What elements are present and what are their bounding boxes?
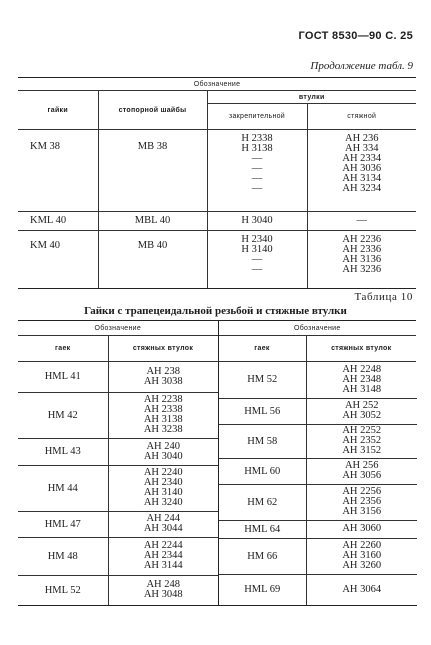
withdrawal-sleeve: AH 244 bbox=[146, 513, 181, 524]
table10-col-nut-right: гаек bbox=[218, 336, 306, 362]
withdrawal-sleeve-list bbox=[307, 212, 416, 231]
nut-designation: HML 64 bbox=[219, 520, 307, 538]
withdrawal-sleeve: AH 3052 bbox=[342, 410, 382, 421]
nut-designation: KML 40 bbox=[18, 212, 98, 231]
adapter-sleeve: — bbox=[251, 183, 263, 194]
washer-designation: MBL 40 bbox=[98, 212, 207, 231]
withdrawal-sleeve-list bbox=[307, 484, 417, 520]
withdrawal-sleeve: AH 3134 bbox=[342, 173, 382, 184]
withdrawal-sleeve: AH 3044 bbox=[143, 523, 183, 534]
adapter-sleeve: — bbox=[251, 163, 263, 174]
table10-title: Гайки с трапецеидальной резьбой и стяжные втулки bbox=[84, 305, 347, 317]
nut-designation: HM 58 bbox=[219, 424, 307, 458]
withdrawal-sleeve: AH 2356 bbox=[342, 496, 382, 507]
table-row bbox=[219, 538, 417, 574]
nut-designation: HML 43 bbox=[18, 438, 108, 465]
withdrawal-sleeve: AH 3152 bbox=[342, 445, 382, 456]
table10-right-half bbox=[219, 362, 417, 606]
table-row bbox=[18, 438, 218, 465]
table10-label: Таблица 10 bbox=[354, 291, 413, 303]
withdrawal-sleeve: AH 3234 bbox=[342, 183, 382, 194]
adapter-sleeve: — bbox=[251, 153, 263, 164]
withdrawal-sleeve: AH 248 bbox=[146, 579, 181, 590]
nut-designation: HM 42 bbox=[18, 392, 108, 438]
table-10 bbox=[18, 320, 416, 606]
withdrawal-sleeve-list bbox=[307, 458, 417, 484]
withdrawal-sleeve: AH 3064 bbox=[342, 583, 382, 595]
withdrawal-sleeve: AH 3138 bbox=[143, 414, 183, 425]
table10-left-group-header: Обозначение bbox=[18, 321, 218, 336]
adapter-sleeve: H 3140 bbox=[241, 244, 273, 255]
withdrawal-sleeve: AH 3148 bbox=[342, 383, 382, 395]
table10-right-group-header: Обозначение bbox=[218, 321, 416, 336]
table-row bbox=[219, 424, 417, 458]
withdrawal-sleeve: AH 2244 bbox=[143, 540, 183, 551]
nut-designation: HML 47 bbox=[18, 511, 108, 537]
nut-designation: HM 66 bbox=[219, 538, 307, 574]
withdrawal-sleeve: AH 2256 bbox=[342, 486, 382, 497]
withdrawal-sleeve: AH 2334 bbox=[342, 153, 382, 164]
withdrawal-sleeve: AH 3140 bbox=[143, 487, 183, 498]
withdrawal-sleeve-list bbox=[108, 438, 218, 465]
nut-designation: HML 60 bbox=[219, 458, 307, 484]
withdrawal-sleeve: AH 2336 bbox=[342, 244, 382, 255]
nut-designation: HML 69 bbox=[219, 574, 307, 605]
withdrawal-sleeve: AH 3040 bbox=[143, 450, 183, 462]
withdrawal-sleeve: AH 3144 bbox=[143, 560, 183, 571]
withdrawal-sleeve: AH 3156 bbox=[342, 506, 382, 517]
withdrawal-sleeve: AH 3238 bbox=[143, 424, 183, 435]
withdrawal-sleeve: AH 3036 bbox=[342, 163, 382, 174]
withdrawal-sleeve: AH 334 bbox=[344, 143, 379, 154]
table-row bbox=[219, 458, 417, 484]
withdrawal-sleeve-list bbox=[307, 424, 417, 458]
withdrawal-sleeve: AH 238 bbox=[146, 365, 181, 377]
adapter-sleeve-list bbox=[207, 212, 307, 231]
adapter-sleeve: H 2338 bbox=[241, 133, 273, 144]
withdrawal-sleeve-list bbox=[108, 575, 218, 605]
table-row bbox=[18, 511, 218, 537]
adapter-sleeve-list bbox=[207, 130, 307, 212]
withdrawal-sleeve: AH 3136 bbox=[342, 254, 382, 265]
table-row bbox=[18, 130, 416, 212]
withdrawal-sleeve: AH 240 bbox=[146, 440, 181, 452]
withdrawal-sleeve-list bbox=[307, 362, 417, 398]
withdrawal-sleeve: AH 2248 bbox=[342, 363, 382, 375]
withdrawal-sleeve-list bbox=[307, 130, 416, 212]
nut-designation: KM 38 bbox=[18, 130, 98, 212]
withdrawal-sleeve-list bbox=[108, 392, 218, 438]
adapter-sleeve: — bbox=[251, 264, 263, 275]
withdrawal-sleeve-list bbox=[108, 465, 218, 511]
table-9 bbox=[18, 77, 416, 289]
withdrawal-sleeve: AH 3056 bbox=[342, 470, 382, 481]
withdrawal-sleeve: AH 236 bbox=[344, 133, 379, 144]
table-row bbox=[219, 484, 417, 520]
withdrawal-sleeve-list bbox=[307, 520, 417, 538]
table9-col-withdrawal: стяжной bbox=[307, 104, 416, 130]
withdrawal-sleeve: AH 2352 bbox=[342, 435, 382, 446]
adapter-sleeve: H 2340 bbox=[241, 234, 273, 245]
withdrawal-sleeve: AH 2344 bbox=[143, 550, 183, 561]
withdrawal-sleeve: AH 2348 bbox=[342, 373, 382, 385]
table-row bbox=[18, 231, 416, 289]
table9-col-washer: стопорной шайбы bbox=[98, 91, 207, 130]
withdrawal-sleeve: AH 2338 bbox=[143, 404, 183, 415]
withdrawal-sleeve: AH 3038 bbox=[143, 375, 183, 387]
withdrawal-sleeve: AH 3060 bbox=[342, 523, 382, 534]
table-row bbox=[18, 537, 218, 575]
withdrawal-sleeve: AH 2252 bbox=[342, 425, 382, 436]
withdrawal-sleeve-list bbox=[307, 538, 417, 574]
nut-designation: HM 44 bbox=[18, 465, 108, 511]
withdrawal-sleeve: AH 2240 bbox=[143, 467, 183, 478]
nut-designation: HML 52 bbox=[18, 575, 108, 605]
adapter-sleeve: — bbox=[251, 173, 263, 184]
table-row bbox=[219, 574, 417, 605]
withdrawal-sleeve: AH 3260 bbox=[342, 560, 382, 571]
nut-designation: HM 48 bbox=[18, 537, 108, 575]
table10-col-nut-left: гаек bbox=[18, 336, 108, 362]
nut-designation: HML 41 bbox=[18, 362, 108, 392]
table9-col-adapter: закрепительной bbox=[207, 104, 307, 130]
table-row bbox=[219, 398, 417, 424]
adapter-sleeve: — bbox=[251, 254, 263, 265]
table9-group-header: Обозначение bbox=[18, 78, 416, 91]
withdrawal-sleeve: AH 2236 bbox=[342, 234, 382, 245]
table-row bbox=[219, 362, 417, 398]
table-row bbox=[18, 362, 218, 392]
table-row bbox=[18, 392, 218, 438]
table10-col-sleeve-left: стяжных втулок bbox=[108, 336, 218, 362]
washer-designation: MB 40 bbox=[98, 231, 207, 289]
withdrawal-sleeve-list bbox=[307, 574, 417, 605]
withdrawal-sleeve: AH 252 bbox=[344, 400, 379, 411]
nut-designation: HM 52 bbox=[219, 362, 307, 398]
adapter-sleeve: H 3138 bbox=[241, 143, 273, 154]
withdrawal-sleeve: AH 3236 bbox=[342, 264, 382, 275]
nut-designation: HM 62 bbox=[219, 484, 307, 520]
withdrawal-sleeve: AH 2260 bbox=[342, 540, 382, 551]
adapter-sleeve: H 3040 bbox=[241, 215, 273, 226]
table9-sleeves-header: втулки bbox=[207, 91, 416, 104]
withdrawal-sleeve-list bbox=[307, 231, 416, 289]
table9-continuation-label: Продолжение табл. 9 bbox=[310, 60, 413, 72]
table-row bbox=[18, 465, 218, 511]
table-row bbox=[18, 212, 416, 231]
withdrawal-sleeve: AH 256 bbox=[344, 460, 379, 471]
withdrawal-sleeve-list bbox=[307, 398, 417, 424]
nut-designation: KM 40 bbox=[18, 231, 98, 289]
adapter-sleeve-list bbox=[207, 231, 307, 289]
table10-left-half bbox=[18, 362, 218, 606]
table-row bbox=[18, 575, 218, 605]
withdrawal-sleeve-list bbox=[108, 537, 218, 575]
table-row bbox=[219, 520, 417, 538]
withdrawal-sleeve: AH 3048 bbox=[143, 589, 183, 600]
withdrawal-sleeve: AH 2238 bbox=[143, 394, 183, 405]
withdrawal-sleeve-list bbox=[108, 362, 218, 392]
withdrawal-sleeve: AH 3240 bbox=[143, 497, 183, 508]
withdrawal-sleeve: AH 2340 bbox=[143, 477, 183, 488]
nut-designation: HML 56 bbox=[219, 398, 307, 424]
withdrawal-sleeve: — bbox=[356, 215, 368, 226]
withdrawal-sleeve-list bbox=[108, 511, 218, 537]
table9-col-nut: гайки bbox=[18, 91, 98, 130]
washer-designation: MB 38 bbox=[98, 130, 207, 212]
withdrawal-sleeve: AH 3160 bbox=[342, 550, 382, 561]
page-header: ГОСТ 8530—90 С. 25 bbox=[298, 30, 413, 42]
table10-col-sleeve-right: стяжных втулок bbox=[306, 336, 416, 362]
